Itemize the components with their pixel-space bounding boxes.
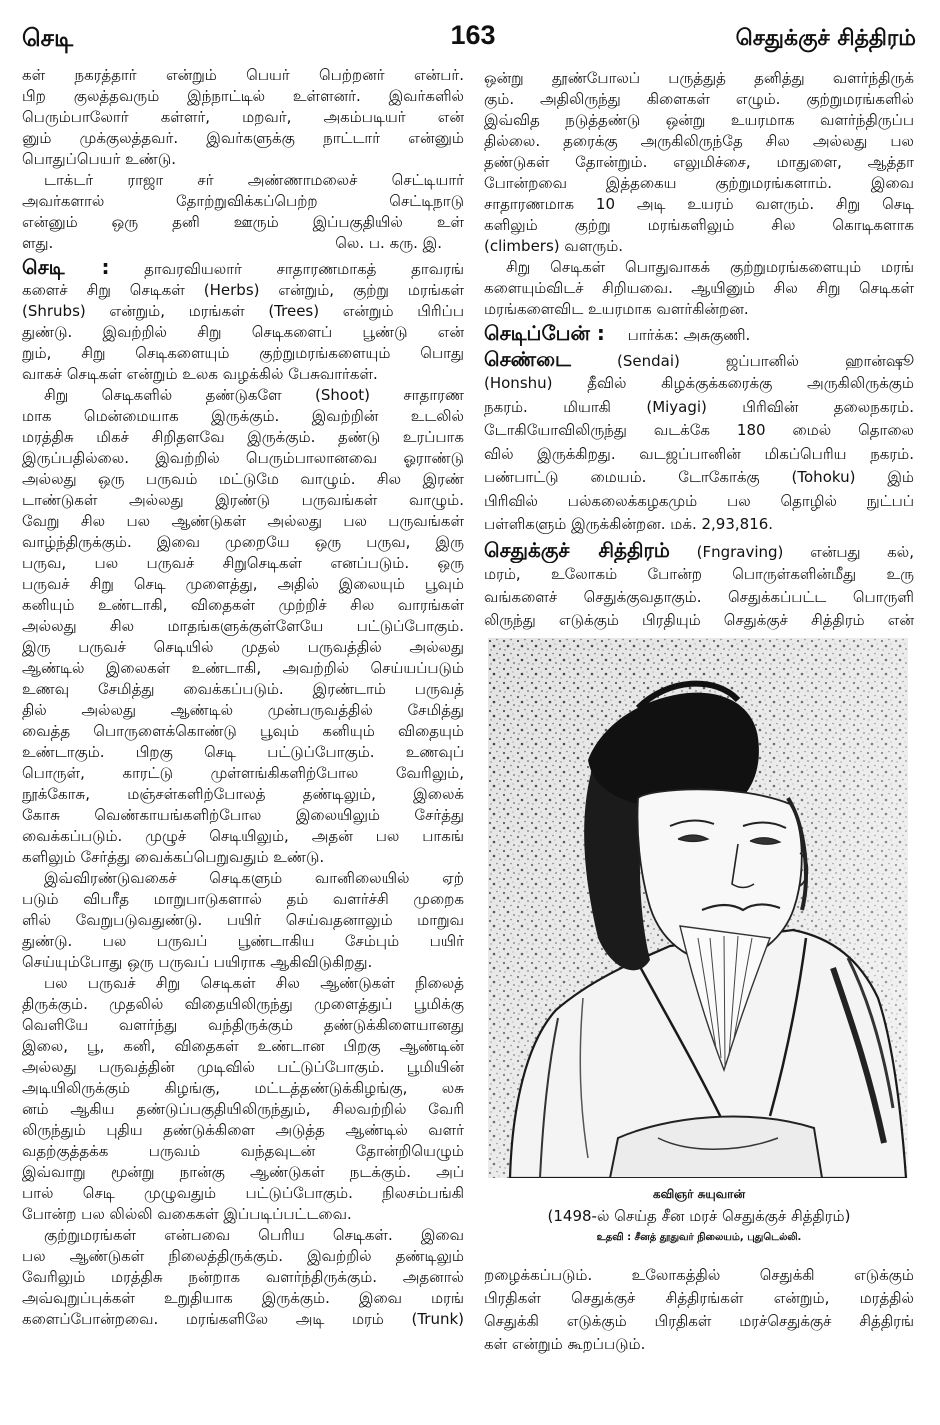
- text-line: [484, 320, 914, 346]
- text-line: [22, 658, 464, 679]
- text-line: [22, 191, 464, 212]
- paragraph-perennial-herbs: [22, 973, 464, 1225]
- text-line: [484, 1287, 914, 1310]
- caption-title: கவிஞர் சுயுவான்: [652, 1186, 746, 1201]
- line-text: அல்லது ஒரு பருவம் மட்டுமே வாழும். சில இரண்: [22, 470, 464, 488]
- line-text: நூக்கோசு, மஞ்சள்களிற்போலத் தண்டிலும், இலைக்: [22, 785, 464, 803]
- line-text: களைச் சிறு செடிகள் (Herbs) என்றும், குற்று மரங்கள்: [22, 281, 464, 299]
- text-line: [22, 742, 464, 763]
- text-line: [22, 994, 464, 1015]
- caption-credit: உதவி : சீனத் தூதுவர் நிலையம், புதுடெல்லி.: [596, 1231, 802, 1243]
- entry-headword: செதுக்குச் சித்திரம்: [484, 537, 670, 562]
- line-text: மாக மென்மையாக இருக்கும். இவற்றின் உடலில்: [22, 407, 464, 425]
- text-line: [22, 1141, 464, 1162]
- paragraph-nagarathar-continued: [22, 65, 464, 170]
- text-line: [22, 805, 464, 826]
- text-line: [484, 490, 914, 514]
- line-text: அல்லது சில மாதங்களுக்குள்ளேயே பட்டுப்போகும்.: [22, 617, 464, 635]
- text-line: [22, 679, 464, 700]
- text-line: [22, 637, 464, 658]
- text-line: [22, 280, 464, 301]
- line-text: இவ்வித நடுத்தண்டு ஒன்று உயரமாக வளர்ந்திருப்ப: [484, 111, 914, 129]
- text-line: [484, 194, 914, 215]
- text-line: [484, 346, 914, 372]
- entry-engraving: [484, 537, 914, 632]
- text-line: [484, 257, 914, 278]
- text-line: [22, 973, 464, 994]
- text-line: [22, 128, 464, 149]
- text-line: [22, 406, 464, 427]
- line-text: பருவச் சிறு செடி முளைத்து, அதில் இலையும் பூவும்: [22, 575, 464, 593]
- entry-engraving-continued: [484, 1264, 914, 1356]
- line-text: வாகச் செடிகள் என்றும் உலக வழக்கில் பேசுவார்கள்.: [22, 365, 378, 383]
- paragraph-shrubs-continued: [484, 68, 914, 257]
- text-line: [484, 173, 914, 194]
- text-line: [484, 372, 914, 396]
- line-text: களிலும் சேர்த்து வைக்கப்பெறுவதும் உண்டு.: [22, 848, 325, 866]
- entry-sedippen: [484, 320, 914, 346]
- text-line: [22, 1288, 464, 1309]
- author-initials: லெ. ப. கரு. இ.: [335, 234, 442, 252]
- text-line: [22, 448, 464, 469]
- line-text: குற்றுமரங்கள் என்பவை பெரிய செடிகள். இவை: [44, 1226, 464, 1244]
- text-line: [22, 65, 464, 86]
- line-text: பிரிவில் பல்கலைக்கழகமும் பல தொழில் நுட்பப்: [484, 491, 914, 510]
- text-line: [22, 553, 464, 574]
- text-line: [484, 563, 914, 586]
- text-line: [22, 254, 464, 280]
- line-text: மரத்திசு மிகச் சிறிதளவே இருக்கும். தண்டு உரப்பாக: [22, 428, 464, 446]
- line-text: இவ்வாறு மூன்று நான்கு ஆண்டுகள் நடக்கும். அப்: [22, 1163, 464, 1181]
- line-text: வங்களைச் செதுக்குவதாகும். செதுக்கப்பட்ட பொருளி: [484, 587, 914, 606]
- text-line: [484, 299, 914, 320]
- line-text: பள்ளிகளும் இருக்கின்றன. மக். 2,93,816.: [484, 515, 774, 533]
- entry-headword: செடிப்பேன் :: [484, 321, 605, 345]
- line-text: வேரிலும் மரத்திசு நன்றாக வளர்ந்திருக்கும். அதனால்: [22, 1268, 464, 1286]
- right-column: [484, 68, 914, 1356]
- line-text: கள் என்றும் கூறப்படும்.: [484, 1334, 646, 1353]
- line-text: (climbers) வளரும்.: [484, 237, 624, 255]
- text-line: [22, 511, 464, 532]
- line-text: சாதாரணமாக 10 அடி உயரம் வளரும். சிறு செடி: [484, 195, 914, 213]
- line-text: போன்ற பல லில்லி வகைகள் இப்படிப்பட்டவை.: [22, 1205, 352, 1223]
- line-text: இவ்விரண்டுவகைச் செடிகளும் வானிலையில் ஏற்: [44, 869, 464, 887]
- line-text: கும். அதிலிருந்து கிளைகள் எழும். குற்றுமரங்களில்: [484, 90, 914, 108]
- text-line: [22, 1036, 464, 1057]
- text-line: [484, 131, 914, 152]
- left-column: [22, 65, 464, 1330]
- text-line: [22, 889, 464, 910]
- line-text: பருவ, பல பருவச் சிறுசெடிகள் எனப்படும். ஒரு: [22, 554, 464, 572]
- text-line: [22, 490, 464, 511]
- line-text: பால் செடி முழுவதும் பட்டுப்போகும். நிலசம்பங்கி: [22, 1184, 464, 1202]
- line-text: வைக்கப்படும். முழுச் செடியிலும், அதன் பல பாகங்: [22, 827, 464, 845]
- line-text: தில்லை. தரைக்கு அருகிலிருந்தே சில அல்லது பல: [484, 132, 914, 150]
- line-text: தாவரவியலார் சாதாரணமாகத் தாவரங்: [144, 260, 464, 278]
- line-text: அவ்வுறுப்புக்கள் உறுதியாக இருக்கும். இவை மரங்: [22, 1289, 464, 1307]
- text-line: [484, 278, 914, 299]
- line-text: னம் ஆகிய தண்டுப்பகுதியிலிருந்தும், சிலவற்றில் வேரி: [22, 1100, 464, 1118]
- text-line: [484, 89, 914, 110]
- text-line: [484, 215, 914, 236]
- line-text: லிருந்தும் புதிய தண்டுக்கிளை அடுத்த ஆண்டில் வளர்: [22, 1121, 464, 1139]
- line-text: டாக்டர் ராஜா சர் அண்ணாமலைச் செட்டியார்: [44, 171, 464, 189]
- text-line: [22, 1183, 464, 1204]
- text-line: [484, 152, 914, 173]
- line-text: களிலும் குற்று மரங்களிலும் சில கொடிகளாக: [484, 216, 914, 234]
- line-text: ஆண்டில் இலைகள் உண்டாகி, அவற்றில் செய்யப்படும்: [22, 659, 464, 677]
- text-line: [22, 1120, 464, 1141]
- text-line: [22, 868, 464, 889]
- line-text: ளில் வேறுபடுவதுண்டு. பயிர் செய்வதனாலும் மாறுவ: [22, 911, 464, 929]
- text-line: [22, 700, 464, 721]
- text-line: [22, 301, 464, 322]
- line-text: இரு பருவச் செடியில் முதல் பருவத்தில் அல்லது: [22, 638, 464, 656]
- line-text: போன்றவை இத்தகைய குற்றுமரங்களாம். இவை: [484, 174, 914, 192]
- text-line: [22, 343, 464, 364]
- page-number: 163: [450, 20, 496, 50]
- line-text: செய்யும்போது ஒரு பருவப் பயிராக ஆகிவிடுகிறது.: [22, 953, 373, 971]
- line-text: அவர்களால் தோற்றுவிக்கப்பெற்ற செட்டிநாடு: [22, 192, 464, 210]
- text-line: [22, 233, 464, 254]
- text-line: [22, 826, 464, 847]
- line-text: ஒன்று தூண்போலப் பருத்துத் தனித்து வளர்ந்திருக்: [484, 69, 914, 87]
- text-line: [22, 616, 464, 637]
- paragraph-herb-lifecycle: [22, 385, 464, 868]
- text-line: [484, 68, 914, 89]
- text-line: [22, 931, 464, 952]
- text-line: [484, 1333, 914, 1356]
- line-text: சிறு செடிகளில் தண்டுகளே (Shoot) சாதாரண: [44, 386, 464, 404]
- text-line: [484, 396, 914, 420]
- text-line: [22, 1246, 464, 1267]
- paragraph-size-comparison: [484, 257, 914, 320]
- line-text: கோசு வெண்காயங்களிற்போல இலையிலும் சேர்த்து: [22, 806, 464, 824]
- text-line: [22, 574, 464, 595]
- paragraph-chettinadu: [22, 170, 464, 254]
- text-line: [22, 952, 464, 973]
- entry-sedi: [22, 254, 464, 385]
- line-text: களையும்விடச் சிறியவை. ஆயினும் சில சிறு செடிகள்: [484, 279, 914, 297]
- running-head-left: செடி: [22, 24, 74, 52]
- line-text: மரம், உலோகம் போன்ற பொருள்களின்மீது உரு: [484, 564, 914, 583]
- line-text: என்னும் ஒரு தனி ஊரும் இப்பகுதியில் உள்: [22, 213, 464, 231]
- text-line: [22, 1267, 464, 1288]
- line-text: படும் விபரீத மாறுபாடுகளால் தம் வளர்ச்சி முறைக: [22, 890, 464, 908]
- entry-sendai: [484, 346, 914, 537]
- line-text: (Fngraving) என்பது கல்,: [696, 542, 914, 561]
- text-line: [22, 595, 464, 616]
- text-line: [484, 609, 914, 632]
- text-line: [22, 1204, 464, 1225]
- line-text: பல பருவச் சிறு செடிகள் சில ஆண்டுகள் நிலைத்: [44, 974, 464, 992]
- line-text: (Shrubs) என்றும், மரங்கள் (Trees) என்றும் பிரிப்ப: [22, 302, 464, 320]
- line-text: உண்டாகும். பிறகு செடி பட்டுப்போகும். உணவுப்: [22, 743, 464, 761]
- text-line: [22, 385, 464, 406]
- line-text: றழைக்கப்படும். உலோகத்தில் செதுக்கி எடுக்கும்: [484, 1265, 914, 1284]
- text-line: [484, 586, 914, 609]
- text-line: [22, 1309, 464, 1330]
- line-text: வதற்குத்தக்க பருவம் வந்தவுடன் தோன்றியெழும்: [22, 1142, 464, 1160]
- text-line: [22, 149, 464, 170]
- line-text: டோகியோவிலிருந்து வடக்கே 180 மைல் தொலை: [484, 421, 914, 439]
- line-text: பொதுப்பெயர் உண்டு.: [22, 150, 176, 168]
- line-text: சிறு செடிகள் பொதுவாகக் குற்றுமரங்களையும் மரங்: [506, 258, 914, 276]
- line-text: பிற குலத்தவரும் இந்நாட்டில் உள்ளனர். இவர்களில்: [22, 87, 464, 105]
- line-text: வெளியே வளர்ந்து வந்திருக்கும் தண்டுக்கிளையானது: [22, 1016, 464, 1034]
- text-line: [484, 466, 914, 490]
- text-line: [22, 107, 464, 128]
- line-text: பண்பாட்டு மையம். டோகோக்கு (Tohoku) இம்: [484, 468, 914, 486]
- text-line: [22, 784, 464, 805]
- line-text: இருப்பதில்லை. இவற்றில் பெரும்பாலானவை ஓராண்டு: [22, 449, 464, 467]
- line-text: தில் அல்லது ஆண்டில் முன்பருவத்தில் சேமித்து: [22, 701, 464, 719]
- text-line: [22, 721, 464, 742]
- line-text: உணவு சேமித்து வைக்கப்படும். இரண்டாம் பருவத்: [22, 680, 464, 698]
- text-line: [484, 110, 914, 131]
- line-text: னும் முக்குலத்தவர். இவர்களுக்கு நாட்டார் என்னும்: [22, 129, 464, 147]
- line-text: பல ஆண்டுகள் நிலைத்திருக்கும். இவற்றில் தண்டிலும்: [22, 1247, 464, 1265]
- entry-headword: செண்டை: [484, 347, 571, 371]
- line-text: துண்டு. இவற்றில் சிறு செடிகளைப் பூண்டு என்: [22, 323, 464, 341]
- text-line: [22, 763, 464, 784]
- text-line: [22, 212, 464, 233]
- text-line: [484, 537, 914, 563]
- text-line: [484, 1264, 914, 1287]
- line-text: பொருள், காரட்டு முள்ளங்கிகளிற்போல வேரிலும்,: [22, 764, 464, 782]
- figure-caption: [484, 1184, 914, 1248]
- text-line: [22, 1078, 464, 1099]
- line-text: றும், சிறு செடிகளையும் குற்றுமரங்களையும் பொது: [22, 344, 464, 362]
- text-line: [484, 419, 914, 443]
- portrait-engraving: [488, 638, 908, 1178]
- text-line: [484, 1310, 914, 1333]
- text-line: [484, 236, 914, 257]
- text-line: [22, 910, 464, 931]
- line-text: ளது.: [22, 234, 54, 252]
- text-line: [22, 86, 464, 107]
- line-text: மரங்களைவிட உயரமாக வளர்கின்றன.: [484, 300, 749, 318]
- paragraph-shrubs: [22, 1225, 464, 1330]
- caption-subtitle: (1498-ல் செய்த சீன மரச் செதுக்குச் சித்திரம்): [547, 1206, 851, 1225]
- text-line: [22, 1015, 464, 1036]
- line-text: (Honshu) தீவில் கிழக்குக்கரைக்கு அருகிலிருக்கும்: [484, 374, 914, 392]
- text-line: [22, 1162, 464, 1183]
- text-line: [22, 1099, 464, 1120]
- text-line: [22, 364, 464, 385]
- line-text: பெரும்பாலோர் கள்ளர், மறவர், அகம்படியர் என்: [22, 108, 464, 126]
- text-line: [22, 1225, 464, 1246]
- line-text: துண்டு. பல பருவப் பூண்டாகிய சேம்பும் பயிர்: [22, 932, 464, 950]
- line-text: கனியும் உண்டாகி, விதைகள் முற்றிச் சில வாரங்கள்: [22, 596, 464, 614]
- line-text: வைத்த பொருளைக்கொண்டு பூவும் கனியும் விதையும்: [22, 722, 464, 740]
- line-text: செதுக்கி எடுக்கும் பிரதிகள் மரச்செதுக்குச் சித்திரங்: [484, 1311, 914, 1330]
- text-line: [484, 513, 914, 537]
- text-line: [22, 847, 464, 868]
- line-text: பிரதிகள் செதுக்குச் சித்திரங்கள் என்றும், மரத்தில்: [484, 1288, 914, 1307]
- line-text: தண்டுகள் தோன்றும். எலுமிச்சை, மாதுளை, ஆத்தா: [484, 153, 914, 171]
- line-text: அல்லது பருவத்தின் முடிவில் பட்டுப்போகும். பூமியின்: [22, 1058, 464, 1076]
- text-line: [484, 443, 914, 467]
- running-head-right: செதுக்குச் சித்திரம்: [735, 26, 916, 51]
- text-line: [22, 427, 464, 448]
- text-line: [22, 469, 464, 490]
- line-text: அடியிலிருக்கும் கிழங்கு, மட்டத்தண்டுக்கிழங்கு, லசு: [22, 1079, 464, 1097]
- line-text: பார்க்க: அசுகுணி.: [627, 326, 751, 344]
- line-text: கள் நகரத்தார் என்றும் பெயர் பெற்றனர் என்பர்.: [22, 66, 464, 84]
- text-line: [22, 322, 464, 343]
- line-text: இலை, பூ, கனி, விதைகள் உண்டான பிறகு ஆண்டின்: [22, 1037, 464, 1055]
- line-text: வேறு சில பல ஆண்டுகள் அல்லது பல பருவங்கள்: [22, 512, 464, 530]
- line-text: நகரம். மியாகி (Miyagi) பிரிவின் தலைநகரம்.: [484, 397, 914, 416]
- paragraph-weather-variation: [22, 868, 464, 973]
- text-line: [22, 532, 464, 553]
- line-text: களைப்போன்றவை. மரங்களிலே அடி மரம் (Trunk): [22, 1310, 464, 1328]
- line-text: வாழ்ந்திருக்கும். இவை முறையே ஒரு பருவ, இரு: [22, 533, 464, 551]
- line-text: வில் இருக்கிறது. வடஜப்பானின் மிகப்பெரிய நகரம்.: [484, 444, 914, 463]
- line-text: டாண்டுகள் அல்லது இரண்டு பருவங்கள் வாழும்.: [22, 491, 464, 509]
- line-text: திருக்கும். முதலில் விதையிலிருந்து முளைத்துப் பூமிக்கு: [22, 995, 464, 1013]
- entry-headword: செடி :: [22, 255, 110, 279]
- line-text: லிருந்து எடுக்கும் பிரதியும் செதுக்குச் சித்திரம் என்: [484, 610, 914, 629]
- line-text: (Sendai) ஜப்பானில் ஹான்ஷூ: [617, 352, 914, 370]
- text-line: [22, 170, 464, 191]
- text-line: [22, 1057, 464, 1078]
